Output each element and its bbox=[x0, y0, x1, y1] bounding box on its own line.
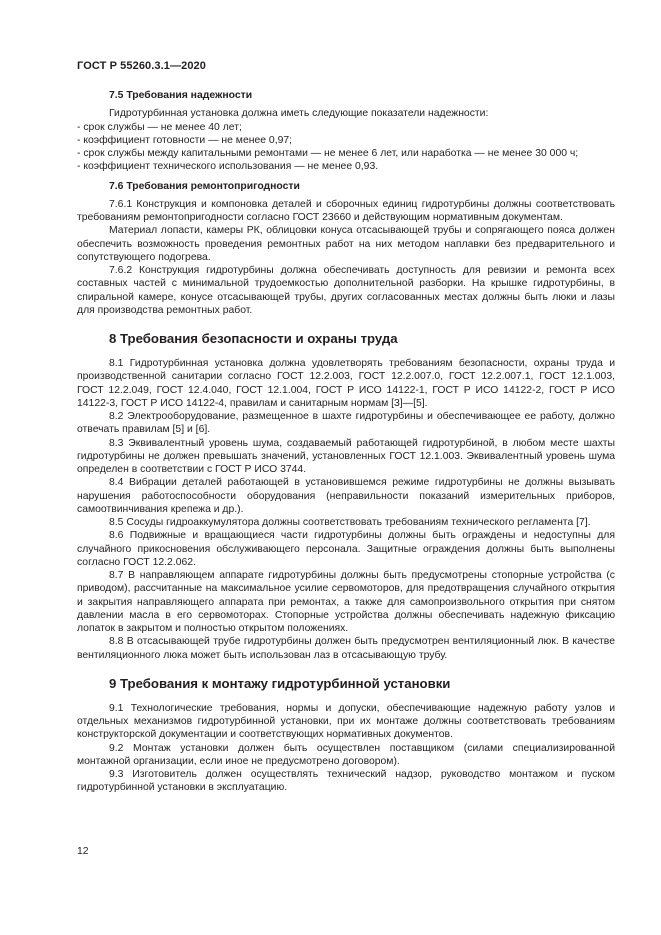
paragraph: 8.6 Подвижные и вращающиеся части гидротурбины должны быть ограждены и недоступны для случайного прикосновения обслуживающего персонала. Защитные ограждения должны быть выполнены согласно ГОСТ 12.2.062. bbox=[77, 530, 615, 568]
paragraph: 8.4 Вибрации деталей работающей в установившемся режиме гидротурбины не должны вызывать нарушения работоспособности оборудования (неправильности показаний измерительных приборов, самоотвинчивания крепежа и др.). bbox=[77, 477, 615, 515]
paragraph: 8.1 Гидротурбинная установка должна удовлетворять требованиям безопасности, охраны труда и производственной санитарии согласно ГОСТ 12.2.003, ГОСТ 12.2.007.0, ГОСТ 12.2.007.1, ГОСТ 12.1.003, ГОСТ 12.2.049, ГОСТ 12.4.040, ГОСТ 12.1.004, ГОСТ Р ИСО 14122-1, ГОСТ Р ИСО 14122-2, ГОСТ Р ИСО 14122-3, ГОСТ Р ИСО 14122-4, правилам и санитарным нормам [3]—[5]. bbox=[77, 358, 615, 409]
section-7-5-intro: Гидротурбинная установка должна иметь следующие показатели надежности: bbox=[109, 108, 489, 120]
list-item: - срок службы между капитальными ремонтами — не менее 6 лет, или наработка — не менее 30 000 ч; bbox=[77, 148, 579, 159]
list-item: - коэффициент готовности — не менее 0,97; bbox=[77, 134, 293, 146]
paragraph: 7.6.2 Конструкция гидротурбины должна обеспечивать доступность для ревизии и ремонта всех составных частей с минимальной трудоемкостью дополнительной разборки. На крышке гидротурбины, в спиральной камере, конусе отсасывающей трубы, других согласованных местах должны быть люки и лазы для производства ремонтных работ. bbox=[77, 265, 615, 316]
paragraph: 8.5 Сосуды гидроаккумулятора должны соответствовать требованиям технического регламента [7]. bbox=[109, 517, 591, 528]
page-number: 12 bbox=[77, 846, 89, 857]
section-7-5-title: 7.5 Требования надежности bbox=[109, 90, 253, 101]
section-7-6-title: 7.6 Требования ремонтопригодности bbox=[109, 180, 300, 192]
list-item: - коэффициент технического использования — не менее 0,93. bbox=[77, 161, 379, 173]
paragraph: 9.2 Монтаж установки должен быть осуществлен поставщиком (силами специализированной монтажной организации, если иное не предусмотрено договором). bbox=[77, 742, 615, 767]
paragraph: 9.3 Изготовитель должен осуществлять технический надзор, руководство монтажом и пуском гидротурбинной установки в эксплуатацию. bbox=[77, 769, 615, 794]
paragraph: 8.3 Эквивалентный уровень шума, создаваемый работающей гидротурбиной, в любом месте шахты гидротурбины не должен превышать значений, установленных ГОСТ 12.1.003. Эквивалентный уровень шума определен в соответствии с ГОСТ Р ИСО 3744. bbox=[77, 437, 615, 475]
paragraph: 7.6.1 Конструкция и компоновка деталей и сборочных единиц гидротурбины должны соответствовать требованиям ремонтопригодности согласно ГОСТ 23660 и действующим нормативным документам. bbox=[77, 198, 615, 223]
paragraph: 8.8 В отсасывающей трубе гидротурбины должен быть предусмотрен вентиляционный люк. В качестве вентиляционного люка может быть использован лаз в отсасывающую трубу. bbox=[77, 636, 615, 661]
paragraph: 9.1 Технологические требования, нормы и допуски, обеспечивающие надежную работу узлов и отдельных механизмов гидротурбинной установки, при их монтаже должны соответствовать требованиям конструкторской документации и соответствующих нормативных документов. bbox=[77, 702, 615, 741]
section-9-heading: 9 Требования к монтажу гидротурбинной установки bbox=[109, 675, 451, 691]
section-8-heading: 8 Требования безопасности и охраны труда bbox=[109, 331, 398, 346]
paragraph: Материал лопасти, камеры РК, облицовки конуса отсасывающей трубы и сопрягающего пояса должен обеспечить возможность проведения ремонтных работ на них методом наплавки без предварительного и сопутствующего подогрева. bbox=[77, 225, 615, 263]
document-code-header: ГОСТ Р 55260.3.1—2020 bbox=[77, 60, 206, 72]
page-content bbox=[77, 89, 615, 795]
paragraph: 8.7 В направляющем аппарате гидротурбины должны быть предусмотрены стопорные устройства (с приводом), рассчитанные на максимальное усилие сервомоторов, для предотвращения случайного открытия и закрытия направляющего аппарата при ремонтах, а также для самопроизвольного открытия при снятом давлении масла в его сервомоторах. Стопорные устройства должны обеспечивать надежную фиксацию лопаток в закрытом и полностью открытом положениях. bbox=[77, 570, 615, 634]
list-item: - срок службы — не менее 40 лет; bbox=[77, 121, 242, 133]
paragraph: 8.2 Электрооборудование, размещенное в шахте гидротурбины и обеспечивающее ее работу, должно отвечать правилам [5] и [6]. bbox=[77, 411, 615, 436]
